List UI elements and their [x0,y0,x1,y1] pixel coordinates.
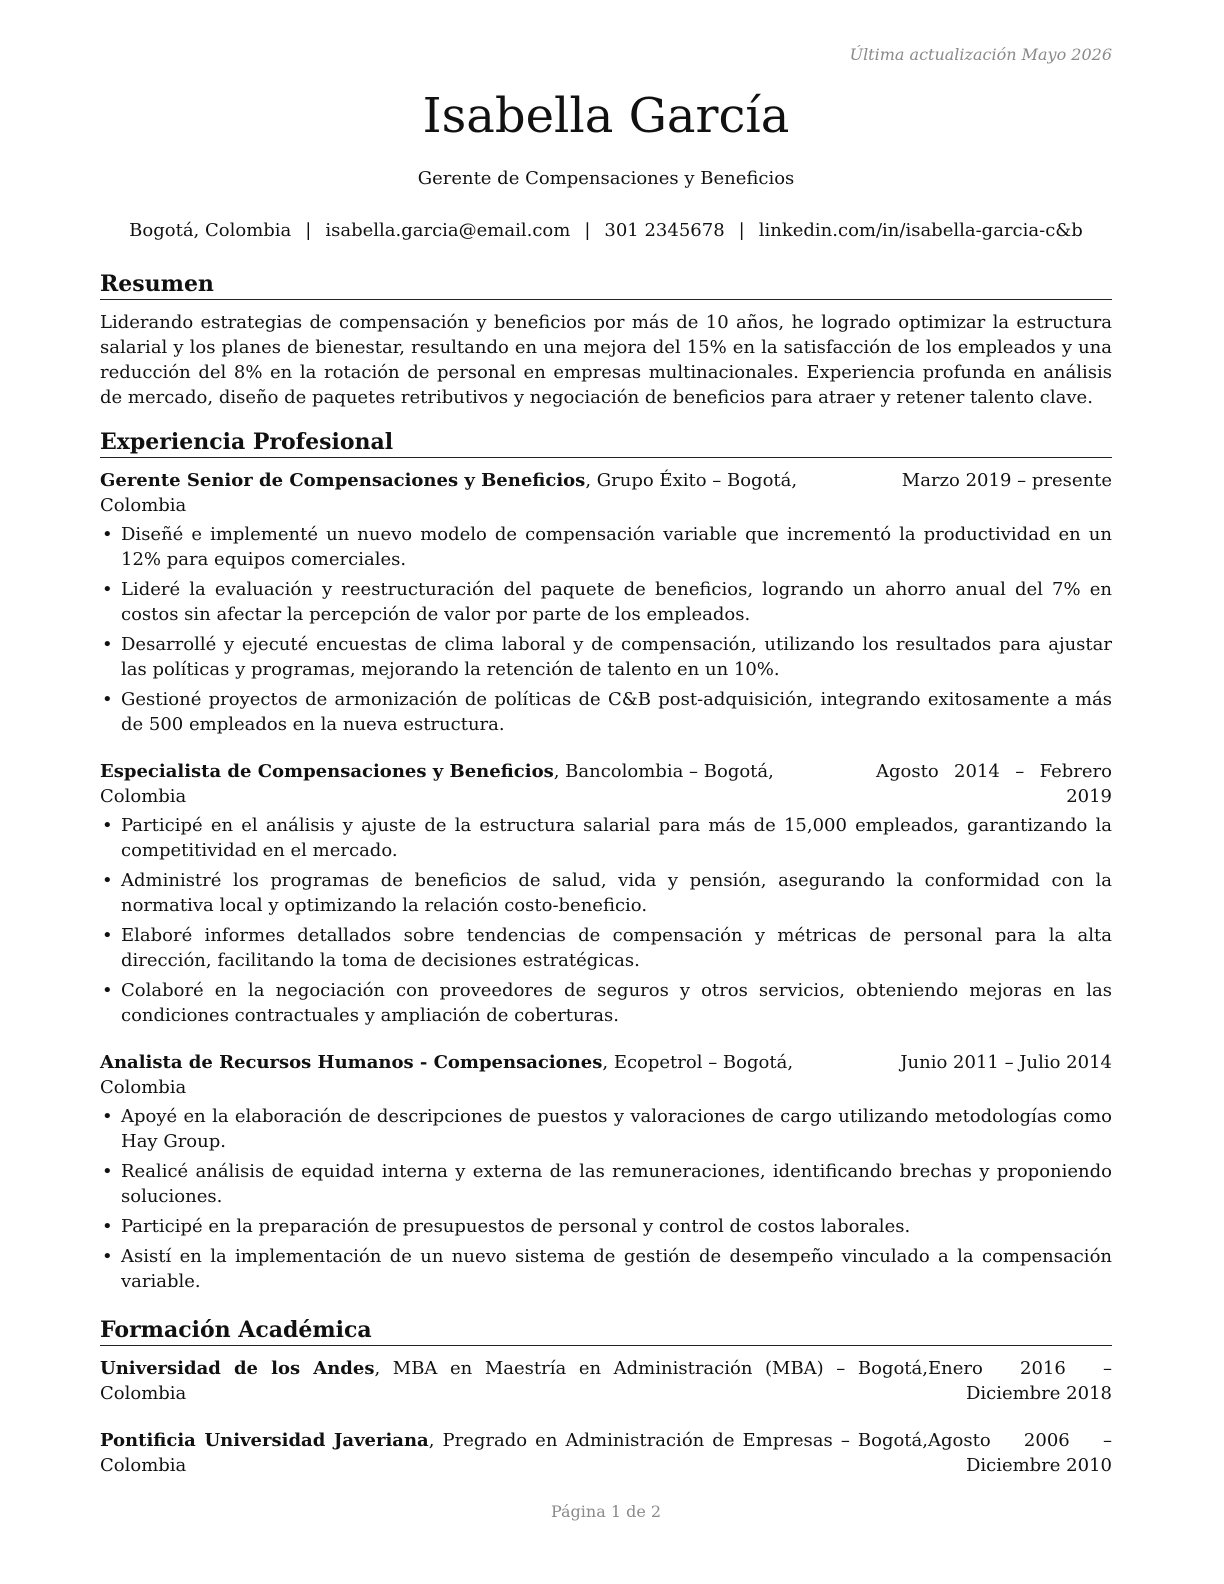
bullet-icon: • [102,1106,113,1127]
bullet-text: Desarrollé y ejecuté encuestas de clima laboral y de compensación, utilizando los resultados para ajustar las políticas y programas, mejorando la retención de talento en un 10%. [121,634,1112,680]
section-title-education: Formación Académica [100,1316,1112,1346]
job-title-line [100,468,882,518]
bullet-text: Asistí en la implementación de un nuevo sistema de gestión de desempeño vinculado a la compensación variable. [121,1246,1112,1292]
job-entry [100,1050,1112,1294]
education-row [100,1428,1112,1478]
bullet-item [100,978,1112,1028]
bullet-text: Apoyé en la elaboración de descripciones de puestos y valoraciones de cargo utilizando metodologías como Hay Group. [121,1106,1112,1152]
job-header [100,468,1112,518]
bullet-text: Participé en la preparación de presupuestos de personal y control de costos laborales. [121,1216,911,1237]
education-institution: Pontificia Universidad Javeriana [100,1430,429,1451]
bullet-item [100,923,1112,973]
bullet-text: Administré los programas de beneficios de salud, vida y pensión, asegurando la conformidad con la normativa local y optimizando la relación costo-beneficio. [121,870,1112,916]
job-dates: Marzo 2019 – presente [901,470,1112,491]
job-company: , Ecopetrol – Bogotá, Colombia [100,1052,794,1098]
bullet-text: Realicé análisis de equidad interna y externa de las remuneraciones, identificando brechas y proponiendo soluciones. [121,1161,1112,1207]
job-company: , Bancolombia – Bogotá, Colombia [100,761,774,807]
education-entry [100,1356,1112,1406]
contact-phone: 301 2345678 [604,220,725,241]
contact-email: isabella.garcia@email.com [325,220,571,241]
bullet-item [100,1104,1112,1154]
education-dates: Enero 2016 – Diciembre 2018 [928,1358,1112,1404]
job-entry [100,468,1112,737]
contact-separator: | [584,220,591,241]
job-bullets [100,1104,1112,1294]
education-entry [100,1428,1112,1478]
education-dates: Agosto 2006 – Diciembre 2010 [928,1430,1112,1476]
candidate-headline: Gerente de Compensaciones y Beneficios [417,168,795,189]
bullet-icon: • [102,925,113,946]
resume-page [100,0,1112,1584]
education-title-line [100,1428,928,1478]
bullet-text: Elaboré informes detallados sobre tendencias de compensación y métricas de personal para la alta dirección, facilitando la toma de decisiones estratégicas. [121,925,1112,971]
job-title-line [100,759,856,809]
job-header [100,1050,1112,1100]
bullet-icon: • [102,1161,113,1182]
contact-separator: | [738,220,745,241]
bullet-item [100,522,1112,572]
job-role: Analista de Recursos Humanos - Compensaciones [100,1052,603,1073]
bullet-item [100,868,1112,918]
job-entry [100,759,1112,1028]
bullet-icon: • [102,980,113,1001]
contact-separator: | [305,220,312,241]
bullet-icon: • [102,1246,113,1267]
job-role: Gerente Senior de Compensaciones y Beneficios [100,470,586,491]
last-updated: Última actualización Mayo 2026 [849,45,1112,64]
job-header [100,759,1112,809]
bullet-item [100,577,1112,627]
job-dates: Junio 2011 – Julio 2014 [900,1052,1112,1073]
bullet-item [100,1159,1112,1209]
bullet-text: Gestioné proyectos de armonización de políticas de C&B post-adquisición, integrando exitosamente a más de 500 empleados en la nueva estructura. [121,689,1112,735]
summary-text: Liderando estrategias de compensación y beneficios por más de 10 años, he logrado optimizar la estructura salarial y los planes de bienestar, resultando en una mejora del 15% en la satisfacción de los empleados y una reducción del 8% en la rotación de personal en empresas multinacionales. Experiencia profunda en análisis de mercado, diseño de paquetes retributivos y negociación de beneficios para atraer y retener talento clave. [100,312,1112,408]
job-role: Especialista de Compensaciones y Beneficios [100,761,554,782]
bullet-item [100,813,1112,863]
job-dates: Agosto 2014 – Febrero 2019 [876,761,1112,807]
job-title-line [100,1050,880,1100]
bullet-text: Colaboré en la negociación con proveedores de seguros y otros servicios, obteniendo mejoras en las condiciones contractuales y ampliación de coberturas. [121,980,1112,1026]
job-company: , Grupo Éxito – Bogotá, Colombia [100,470,798,516]
contact-location: Bogotá, Colombia [129,220,292,241]
bullet-icon: • [102,634,113,655]
education-detail: , Pregrado en Administración de Empresas – Bogotá, Colombia [100,1430,928,1476]
section-title-experience: Experiencia Profesional [100,428,1112,458]
education-detail: , MBA en Maestría en Administración (MBA) – Bogotá, Colombia [100,1358,928,1404]
section-title-summary: Resumen [100,270,1112,300]
job-bullets [100,813,1112,1028]
bullet-text: Participé en el análisis y ajuste de la estructura salarial para más de 15,000 empleados, garantizando la competitividad en el mercado. [121,815,1112,861]
contact-line [100,219,1112,243]
bullet-icon: • [102,524,113,545]
bullet-text: Lideré la evaluación y reestructuración del paquete de beneficios, logrando un ahorro anual del 7% en costos sin afectar la percepción de valor por parte de los empleados. [121,579,1112,625]
bullet-icon: • [102,689,113,710]
job-bullets [100,522,1112,737]
education-title-line [100,1356,928,1406]
page-number: Página 1 de 2 [550,1502,662,1521]
bullet-icon: • [102,815,113,836]
contact-linkedin: linkedin.com/in/isabella-garcia-c&b [758,220,1083,241]
candidate-name: Isabella García [422,88,790,144]
bullet-icon: • [102,579,113,600]
bullet-text: Diseñé e implementé un nuevo modelo de compensación variable que incrementó la productividad en un 12% para equipos comerciales. [121,524,1112,570]
bullet-icon: • [102,1216,113,1237]
bullet-item [100,1244,1112,1294]
bullet-item [100,632,1112,682]
education-row [100,1356,1112,1406]
bullet-icon: • [102,870,113,891]
education-institution: Universidad de los Andes [100,1358,375,1379]
bullet-item [100,1214,1112,1239]
bullet-item [100,687,1112,737]
resume-content [100,270,1112,1500]
